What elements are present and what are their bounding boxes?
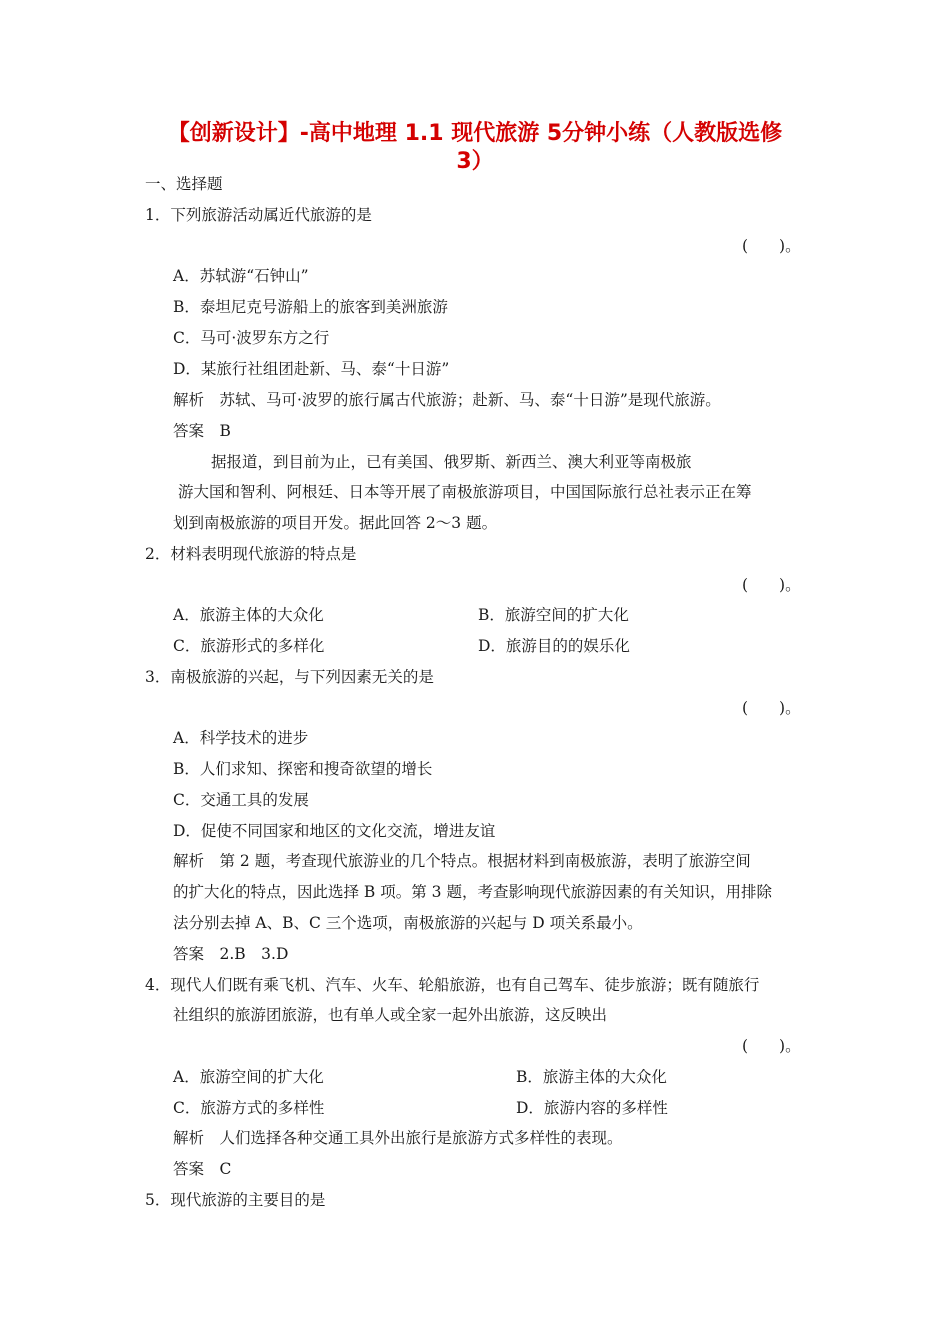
q3-option-b: B．人们求知、探密和搜奇欲望的增长	[173, 760, 433, 778]
section-heading: 一、选择题	[145, 175, 223, 193]
q2-option-a: A．旅游主体的大众化	[173, 606, 324, 624]
q3-answer-blank: ( )。	[742, 699, 801, 717]
q3-analysis-line-2: 的扩大化的特点，因此选择 B 项。第 3 题，考查影响现代旅游因素的有关知识，用排除	[173, 883, 772, 901]
q3-analysis-line-3: 法分别去掉 A、B、C 三个选项，南极旅游的兴起与 D 项关系最小。	[173, 914, 643, 932]
q2-answer-blank: ( )。	[742, 576, 801, 594]
q4-stem-line-2: 社组织的旅游团旅游，也有单人或全家一起外出旅游，这反映出	[173, 1006, 608, 1024]
q5-stem: 5．现代旅游的主要目的是	[145, 1191, 326, 1209]
title-line-2: 3）	[456, 149, 494, 174]
title-line-1: 【创新设计】-高中地理 1.1 现代旅游 5分钟小练（人教版选修	[167, 121, 783, 146]
q2-option-d: D．旅游目的的娱乐化	[478, 637, 630, 655]
q3-stem: 3．南极旅游的兴起，与下列因素无关的是	[145, 668, 434, 686]
q4-option-d: D．旅游内容的多样性	[516, 1099, 668, 1117]
q2-option-b: B．旅游空间的扩大化	[478, 606, 629, 624]
q4-stem-line-1: 4．现代人们既有乘飞机、汽车、火车、轮船旅游，也有自己驾车、徒步旅游；既有随旅行	[145, 976, 760, 994]
q3-option-d: D．促使不同国家和地区的文化交流，增进友谊	[173, 822, 496, 840]
q3-answer: 答案 2.B 3.D	[173, 945, 289, 963]
material-line-1: 据报道，到目前为止，已有美国、俄罗斯、新西兰、澳大利亚等南极旅	[211, 453, 692, 471]
q1-answer-blank: ( )。	[742, 237, 801, 255]
q4-option-b: B．旅游主体的大众化	[516, 1068, 667, 1086]
q1-option-d: D．某旅行社组团赴新、马、泰“十日游”	[173, 360, 450, 378]
q4-option-a: A．旅游空间的扩大化	[173, 1068, 324, 1086]
q4-answer: 答案 C	[173, 1160, 232, 1178]
document-title	[120, 120, 830, 176]
q1-option-a: A．苏轼游“石钟山”	[173, 267, 309, 285]
q4-option-c: C．旅游方式的多样性	[173, 1099, 325, 1117]
q3-option-a: A．科学技术的进步	[173, 729, 309, 747]
q1-analysis: 解析 苏轼、马可·波罗的旅行属古代旅游；赴新、马、泰“十日游”是现代旅游。	[173, 391, 721, 409]
material-line-2: 游大国和智利、阿根廷、日本等开展了南极旅游项目，中国国际旅行总社表示正在筹	[178, 483, 752, 501]
q4-analysis: 解析 人们选择各种交通工具外出旅行是旅游方式多样性的表现。	[173, 1129, 623, 1147]
q4-answer-blank: ( )。	[742, 1037, 801, 1055]
q2-option-c: C．旅游形式的多样化	[173, 637, 325, 655]
q3-analysis-line-1: 解析 第 2 题，考查现代旅游业的几个特点。根据材料到南极旅游，表明了旅游空间	[173, 852, 751, 870]
q1-stem: 1．下列旅游活动属近代旅游的是	[145, 206, 372, 224]
material-line-3: 划到南极旅游的项目开发。据此回答 2～3 题。	[173, 514, 498, 532]
q3-option-c: C．交通工具的发展	[173, 791, 309, 809]
q1-answer: 答案 B	[173, 422, 231, 440]
q1-option-b: B．泰坦尼克号游船上的旅客到美洲旅游	[173, 298, 448, 316]
q2-stem: 2．材料表明现代旅游的特点是	[145, 545, 357, 563]
q1-option-c: C．马可·波罗东方之行	[173, 329, 330, 347]
